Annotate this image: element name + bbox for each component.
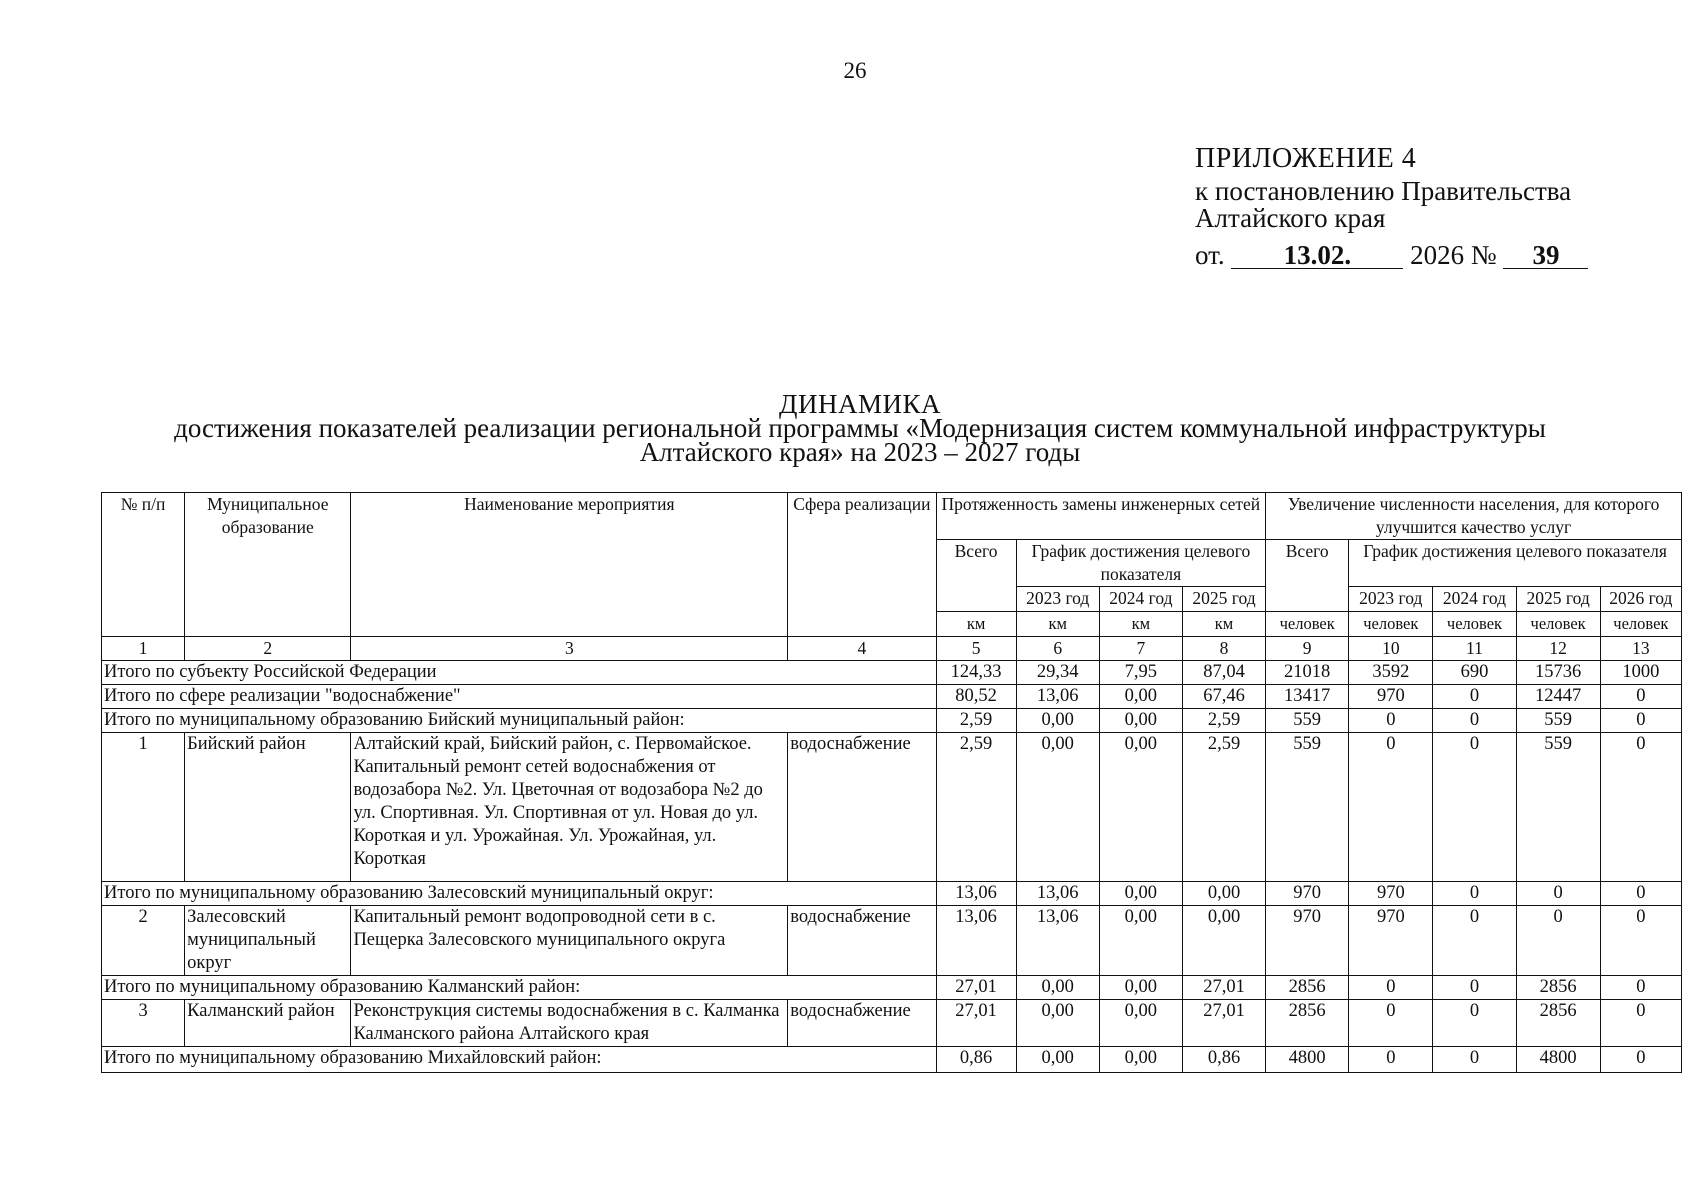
header-km-2023: 2023 год bbox=[1016, 587, 1099, 612]
value-cell: 4800 bbox=[1266, 1047, 1349, 1073]
value-cell: 0 bbox=[1600, 1000, 1681, 1047]
indicators-table bbox=[101, 492, 1682, 1073]
value-cell: 2856 bbox=[1516, 976, 1600, 1000]
value-cell: 970 bbox=[1266, 882, 1349, 906]
value-cell: 87,04 bbox=[1182, 661, 1265, 685]
column-number-row bbox=[102, 637, 1682, 661]
value-cell: 0 bbox=[1600, 709, 1681, 733]
value-cell: 2856 bbox=[1266, 976, 1349, 1000]
column-number: 8 bbox=[1182, 637, 1265, 661]
header-population-schedule: График достижения целевого показателя bbox=[1349, 540, 1682, 587]
value-cell: 0 bbox=[1349, 733, 1433, 882]
total-label: Итого по муниципальному образованию Залесовский муниципальный округ: bbox=[102, 882, 937, 906]
total-label: Итого по муниципальному образованию Калманский район: bbox=[102, 976, 937, 1000]
appendix-block bbox=[1195, 145, 1588, 269]
value-cell: 29,34 bbox=[1016, 661, 1099, 685]
document-number: 39 bbox=[1503, 242, 1588, 269]
value-cell: 67,46 bbox=[1182, 685, 1265, 709]
value-cell: 27,01 bbox=[1182, 976, 1265, 1000]
table-row bbox=[102, 906, 1682, 976]
value-cell: 13,06 bbox=[1016, 685, 1099, 709]
value-cell: 0 bbox=[1600, 1047, 1681, 1073]
date-year: 2026 № bbox=[1410, 240, 1497, 270]
header-people-2025: 2025 год bbox=[1516, 587, 1600, 612]
column-number: 7 bbox=[1099, 637, 1182, 661]
header-people-2024: 2024 год bbox=[1433, 587, 1516, 612]
value-cell: 27,01 bbox=[936, 976, 1016, 1000]
event-cell: Капитальный ремонт водопроводной сети в с. Пещерка Залесовского муниципального округа bbox=[351, 906, 788, 976]
value-cell: 4800 bbox=[1516, 1047, 1600, 1073]
document-title bbox=[100, 389, 1620, 467]
appendix-title: ПРИЛОЖЕНИЕ 4 bbox=[1195, 143, 1417, 174]
value-cell: 13,06 bbox=[1016, 906, 1099, 976]
row-number: 2 bbox=[102, 906, 185, 976]
value-cell: 0,00 bbox=[1182, 882, 1265, 906]
unit-km: км bbox=[1016, 612, 1099, 637]
value-cell: 0 bbox=[1349, 1000, 1433, 1047]
value-cell: 0 bbox=[1433, 1000, 1516, 1047]
header-people-2026: 2026 год bbox=[1600, 587, 1681, 612]
value-cell: 12447 bbox=[1516, 685, 1600, 709]
column-number: 11 bbox=[1433, 637, 1516, 661]
value-cell: 0 bbox=[1433, 976, 1516, 1000]
value-cell: 0 bbox=[1349, 1047, 1433, 1073]
value-cell: 0,00 bbox=[1099, 882, 1182, 906]
value-cell: 0 bbox=[1433, 709, 1516, 733]
sphere-cell: водоснабжение bbox=[788, 1000, 936, 1047]
header-people-2023: 2023 год bbox=[1349, 587, 1433, 612]
row-number: 1 bbox=[102, 733, 185, 882]
unit-people: человек bbox=[1600, 612, 1681, 637]
value-cell: 0,00 bbox=[1016, 733, 1099, 882]
value-cell: 27,01 bbox=[936, 1000, 1016, 1047]
value-cell: 21018 bbox=[1266, 661, 1349, 685]
column-number: 2 bbox=[185, 637, 351, 661]
table-row bbox=[102, 1000, 1682, 1047]
value-cell: 27,01 bbox=[1182, 1000, 1265, 1047]
unit-people: человек bbox=[1433, 612, 1516, 637]
value-cell: 2,59 bbox=[936, 709, 1016, 733]
unit-people: человек bbox=[1516, 612, 1600, 637]
column-number: 13 bbox=[1600, 637, 1681, 661]
sphere-cell: водоснабжение bbox=[788, 733, 936, 882]
value-cell: 13,06 bbox=[1016, 882, 1099, 906]
header-no: № п/п bbox=[102, 493, 185, 637]
unit-people: человек bbox=[1266, 612, 1349, 637]
value-cell: 970 bbox=[1349, 685, 1433, 709]
value-cell: 0,00 bbox=[1016, 1000, 1099, 1047]
value-cell: 2856 bbox=[1516, 1000, 1600, 1047]
header-population-group: Увеличение численности населения, для которого улучшится качество услуг bbox=[1266, 493, 1682, 540]
total-row bbox=[102, 1047, 1682, 1073]
total-label: Итого по муниципальному образованию Михайловский район: bbox=[102, 1047, 937, 1073]
event-cell: Реконструкция системы водоснабжения в с. Калманка Калманского района Алтайского края bbox=[351, 1000, 788, 1047]
row-number: 3 bbox=[102, 1000, 185, 1047]
value-cell: 0,00 bbox=[1099, 976, 1182, 1000]
value-cell: 2,59 bbox=[1182, 709, 1265, 733]
value-cell: 80,52 bbox=[936, 685, 1016, 709]
header-sphere: Сфера реализации bbox=[788, 493, 936, 637]
header-length-total: Всего bbox=[936, 540, 1016, 612]
header-length-schedule: График достижения целевого показателя bbox=[1016, 540, 1265, 587]
appendix-line1: к постановлению Правительства bbox=[1195, 176, 1572, 206]
value-cell: 124,33 bbox=[936, 661, 1016, 685]
value-cell: 0,00 bbox=[1099, 709, 1182, 733]
value-cell: 0,00 bbox=[1016, 709, 1099, 733]
value-cell: 559 bbox=[1266, 733, 1349, 882]
value-cell: 2856 bbox=[1266, 1000, 1349, 1047]
value-cell: 0,00 bbox=[1099, 1047, 1182, 1073]
value-cell: 0 bbox=[1600, 882, 1681, 906]
appendix-date-line bbox=[1195, 242, 1588, 269]
value-cell: 0 bbox=[1516, 882, 1600, 906]
value-cell: 0 bbox=[1433, 685, 1516, 709]
column-number: 3 bbox=[351, 637, 788, 661]
header-event: Наименование мероприятия bbox=[351, 493, 788, 637]
value-cell: 13,06 bbox=[936, 906, 1016, 976]
value-cell: 0,00 bbox=[1182, 906, 1265, 976]
value-cell: 0,86 bbox=[1182, 1047, 1265, 1073]
value-cell: 970 bbox=[1266, 906, 1349, 976]
document-title-main: ДИНАМИКА bbox=[779, 389, 941, 419]
value-cell: 2,59 bbox=[1182, 733, 1265, 882]
value-cell: 0 bbox=[1600, 976, 1681, 1000]
header-km-2025: 2025 год bbox=[1182, 587, 1265, 612]
column-number: 5 bbox=[936, 637, 1016, 661]
event-cell: Алтайский край, Бийский район, с. Первомайское. Капитальный ремонт сетей водоснабжения от водозабора №2. Ул. Цветочная от водозабора №2 до ул. Спортивная. Ул. Спортивная от ул. Новая до ул. Короткая и ул. Урожайная. Ул. Урожайная, ул. Короткая bbox=[351, 733, 788, 882]
total-label: Итого по сфере реализации "водоснабжение" bbox=[102, 685, 937, 709]
column-number: 1 bbox=[102, 637, 185, 661]
value-cell: 15736 bbox=[1516, 661, 1600, 685]
value-cell: 0 bbox=[1433, 882, 1516, 906]
header-length-group: Протяженность замены инженерных сетей bbox=[936, 493, 1266, 540]
total-row bbox=[102, 882, 1682, 906]
value-cell: 7,95 bbox=[1099, 661, 1182, 685]
value-cell: 3592 bbox=[1349, 661, 1433, 685]
document-title-line2: Алтайского края» на 2023 – 2027 годы bbox=[639, 437, 1081, 467]
date-prefix: от. bbox=[1195, 240, 1225, 270]
total-row bbox=[102, 709, 1682, 733]
unit-km: км bbox=[936, 612, 1016, 637]
value-cell: 0,00 bbox=[1016, 1047, 1099, 1073]
value-cell: 0 bbox=[1433, 733, 1516, 882]
value-cell: 0,86 bbox=[936, 1047, 1016, 1073]
value-cell: 1000 bbox=[1600, 661, 1681, 685]
value-cell: 13,06 bbox=[936, 882, 1016, 906]
value-cell: 0 bbox=[1433, 1047, 1516, 1073]
sphere-cell: водоснабжение bbox=[788, 906, 936, 976]
value-cell: 2,59 bbox=[936, 733, 1016, 882]
header-municipality: Муниципальное образование bbox=[185, 493, 351, 637]
value-cell: 0,00 bbox=[1099, 685, 1182, 709]
total-label: Итого по субъекту Российской Федерации bbox=[102, 661, 937, 685]
value-cell: 0 bbox=[1349, 709, 1433, 733]
column-number: 4 bbox=[788, 637, 936, 661]
value-cell: 0,00 bbox=[1099, 1000, 1182, 1047]
value-cell: 0,00 bbox=[1016, 976, 1099, 1000]
value-cell: 559 bbox=[1266, 709, 1349, 733]
value-cell: 970 bbox=[1349, 906, 1433, 976]
value-cell: 970 bbox=[1349, 882, 1433, 906]
page-number: 26 bbox=[843, 58, 867, 83]
unit-km: км bbox=[1182, 612, 1265, 637]
total-label: Итого по муниципальному образованию Бийский муниципальный район: bbox=[102, 709, 937, 733]
column-number: 9 bbox=[1266, 637, 1349, 661]
column-number: 6 bbox=[1016, 637, 1099, 661]
value-cell: 559 bbox=[1516, 709, 1600, 733]
column-number: 12 bbox=[1516, 637, 1600, 661]
date-value: 13.02. bbox=[1231, 242, 1403, 269]
value-cell: 0 bbox=[1433, 906, 1516, 976]
value-cell: 0 bbox=[1349, 976, 1433, 1000]
municipality-cell: Бийский район bbox=[185, 733, 351, 882]
header-population-total: Всего bbox=[1266, 540, 1349, 612]
municipality-cell: Калманский район bbox=[185, 1000, 351, 1047]
value-cell: 559 bbox=[1516, 733, 1600, 882]
total-row bbox=[102, 685, 1682, 709]
appendix-line2: Алтайского края bbox=[1195, 203, 1386, 233]
total-row bbox=[102, 976, 1682, 1000]
unit-people: человек bbox=[1349, 612, 1433, 637]
value-cell: 0,00 bbox=[1099, 906, 1182, 976]
value-cell: 0 bbox=[1600, 685, 1681, 709]
document-title-line1: достижения показателей реализации региональной программы «Модернизация систем коммунальной инфраструктуры bbox=[174, 413, 1546, 443]
value-cell: 0 bbox=[1600, 733, 1681, 882]
table-row bbox=[102, 733, 1682, 882]
column-number: 10 bbox=[1349, 637, 1433, 661]
value-cell: 0,00 bbox=[1099, 733, 1182, 882]
value-cell: 690 bbox=[1433, 661, 1516, 685]
total-row bbox=[102, 661, 1682, 685]
value-cell: 0 bbox=[1600, 906, 1681, 976]
value-cell: 0 bbox=[1516, 906, 1600, 976]
header-km-2024: 2024 год bbox=[1099, 587, 1182, 612]
unit-km: км bbox=[1099, 612, 1182, 637]
municipality-cell: Залесовский муниципальный округ bbox=[185, 906, 351, 976]
value-cell: 13417 bbox=[1266, 685, 1349, 709]
